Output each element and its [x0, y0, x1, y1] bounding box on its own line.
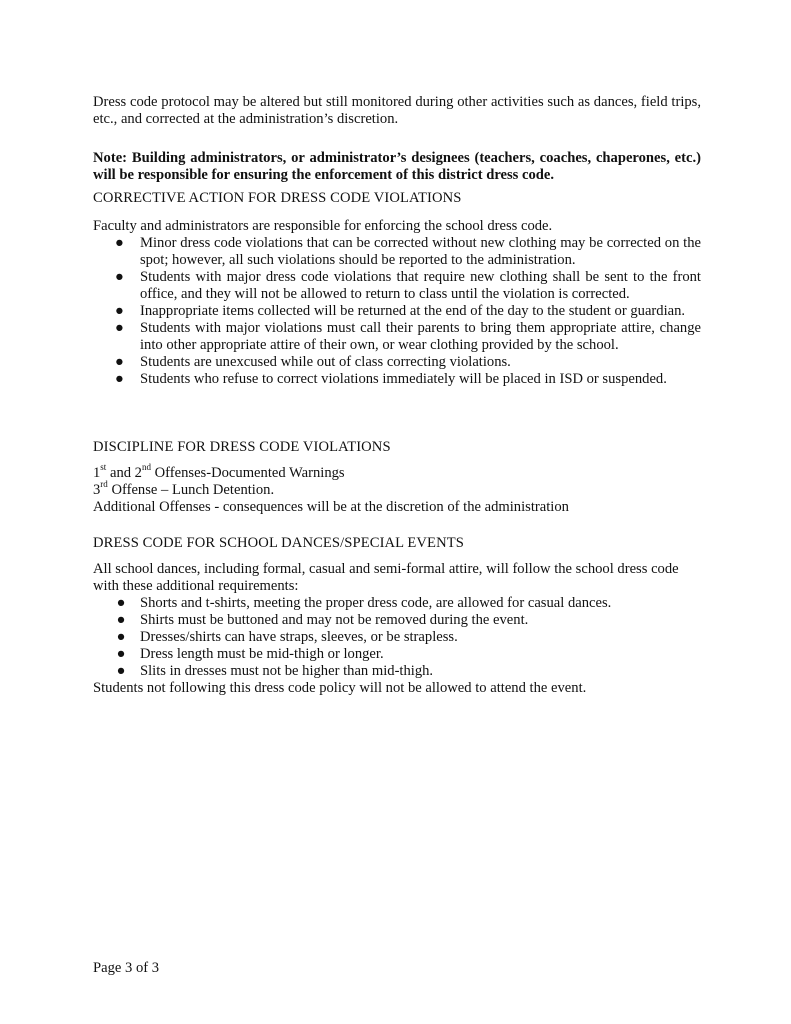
bullet-icon: ●: [116, 646, 126, 662]
dances-heading: DRESS CODE FOR SCHOOL DANCES/SPECIAL EVENTS: [93, 535, 464, 551]
list-item: ● Shorts and t-shirts, meeting the proper dress code, are allowed for casual dances.: [116, 595, 612, 611]
corrective-section: [93, 218, 701, 388]
corrective-lead: Faculty and administrators are responsible for enforcing the school dress code.: [93, 218, 553, 234]
list-item: ● Students are unexcused while out of class correcting violations.: [115, 354, 511, 370]
bullet-icon: ●: [115, 371, 124, 387]
bullet-icon: ●: [115, 269, 124, 285]
bullet-icon: ●: [115, 235, 124, 251]
bullet-icon: ●: [115, 303, 124, 319]
protocol-paragraph: Dress code protocol may be altered but still monitored during other activities such as dances, field trips, etc., and corrected at the administration’s discretion.: [93, 94, 701, 127]
corrective-action-heading: CORRECTIVE ACTION FOR DRESS CODE VIOLATIONS: [93, 190, 462, 206]
page-number: Page 3 of 3: [93, 960, 160, 976]
list-item: ● Dress length must be mid-thigh or longer.: [116, 646, 384, 662]
note-paragraph: Note: Building administrators, or administrator’s designees (teachers, coaches, chaperones, etc.) will be responsible for ensuring the enforcement of this district dress code.: [93, 150, 701, 183]
discipline-heading: DISCIPLINE FOR DRESS CODE VIOLATIONS: [93, 439, 391, 455]
discipline-section: [93, 462, 701, 516]
list-item: ● Students with major dress code violations that require new clothing shall be sent to the front office, and they will not be allowed to return to class until the violation is corrected.: [115, 269, 701, 302]
bullet-icon: ●: [116, 663, 126, 679]
corrective-list: [93, 235, 701, 388]
bullet-icon: ●: [115, 320, 124, 336]
list-item: ● Minor dress code violations that can be corrected without new clothing may be corrected on the spot; however, all such violations should be reported to the administration.: [115, 235, 701, 268]
list-item: ● Dresses/shirts can have straps, sleeves, or be strapless.: [116, 629, 458, 645]
dances-section: [93, 561, 701, 697]
list-item: ● Students who refuse to correct violations immediately will be placed in ISD or suspended.: [115, 371, 667, 387]
bullet-icon: ●: [116, 629, 126, 645]
bullet-icon: ●: [116, 595, 126, 611]
list-item: ● Inappropriate items collected will be returned at the end of the day to the student or guardian.: [115, 303, 686, 319]
offense-line-1: 1st and 2nd Offenses-Documented Warnings: [93, 462, 345, 481]
bullet-icon: ●: [115, 354, 124, 370]
offense-line-2: 3rd Offense – Lunch Detention.: [93, 479, 275, 498]
dances-lead: All school dances, including formal, casual and semi-formal attire, will follow the school dress code with these additional requirements:: [93, 561, 679, 594]
list-item: ● Students with major violations must call their parents to bring them appropriate attire, change into other appropriate attire of their own, or wear clothing provided by the school.: [115, 320, 701, 353]
list-item: ● Slits in dresses must not be higher than mid-thigh.: [116, 663, 434, 679]
dances-closing: Students not following this dress code policy will not be allowed to attend the event.: [93, 680, 587, 696]
list-item: ● Shirts must be buttoned and may not be removed during the event.: [116, 612, 529, 628]
offense-line-3: Additional Offenses - consequences will be at the discretion of the administration: [93, 499, 569, 515]
dances-list: [93, 595, 701, 680]
bullet-icon: ●: [116, 612, 126, 628]
